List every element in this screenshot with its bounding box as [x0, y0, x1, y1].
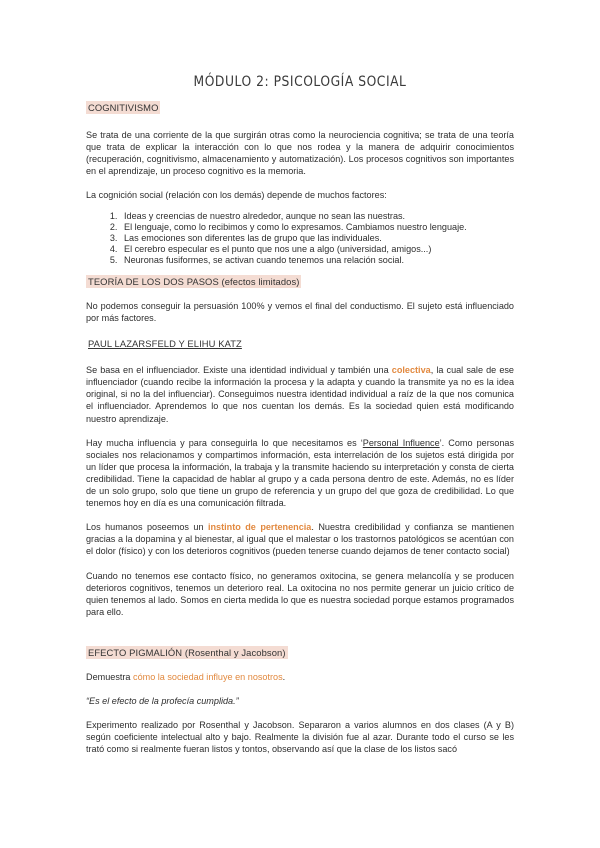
list-item: 5. Neuronas fusiformes, se activan cuando tenemos una relación social. [120, 255, 514, 266]
highlight-sociedad: cómo la sociedad influye en nosotros [133, 671, 283, 682]
section-heading-lazarsfeld-katz: PAUL LAZARSFELD Y ELIHU KATZ [88, 338, 242, 350]
text-run: Demuestra [86, 671, 134, 682]
text-run: ’. Como personas sociales nos relacionamos y compartimos información, esta interrelación de los sujetos está dirigida por un líder que procesa la información, la trabaja y la transmite haciendo su interpretación y consta de cierta credibilidad. Tiene la capacidad de hablar al grupo y a cada persona dentro de este. Además, no es líder de un solo grupo, solo que tiene un grupo de referencia y un grupo del que goza de credibilidad. Lo que tenemos hoy en día es una comunicación filtrada. [86, 437, 514, 509]
text-run: . Nuestra credibilidad y confianza se mantienen gracias a la dopamina y al bienestar, al igual que el malestar o los trastornos patológicos se acentúan con el dolor (físico) y con los deterioros cognitivos (pueden tenerse cuando dejamos de tener contacto social) [86, 522, 515, 557]
paragraph [86, 521, 514, 557]
document-body [86, 96, 514, 755]
list-item: 3. Las emociones son diferentes las de grupo que las individuales. [120, 233, 514, 244]
page-title: MÓDULO 2: PSICOLOGÍA SOCIAL [193, 74, 407, 90]
text-run: . [282, 671, 286, 682]
section-heading-pigmalion: EFECTO PIGMALIÓN (Rosenthal y Jacobson) [88, 646, 286, 658]
text-run: Se basa en el influenciador. Existe una identidad individual y también una [86, 365, 392, 376]
paragraph: Cuando no tenemos ese contacto físico, no generamos oxitocina, se genera melancolía y se producen deterioros cognitivos, tenemos un deterioro real. La oxitocina no nos permite generar un juicio crítico de quien tenemos al lado. Somos en cierta medida lo que es nuestra sociedad porque estamos programados para ello. [86, 570, 514, 617]
text-run: , la cual sale de ese influenciador (cuando recibe la información la procesa y la adapta y cuando la transmite ya no es la idea original, si no la del influenciar). Conseguimos nuestra identidad individual a raíz de la que nos comunica el influenciador. Aprendemos lo que nos cuentan los demás. Es la sociedad quien está modificando nuestro aprendizaje. [86, 365, 514, 424]
list-item: 2. El lenguaje, como lo recibimos y como lo expresamos. Cambiamos nuestro lenguaje. [120, 222, 514, 233]
factors-list [86, 211, 514, 266]
quote: “Es el efecto de la profecía cumplida.” [86, 695, 239, 706]
section-heading-teoria-dos-pasos: TEORÍA DE LOS DOS PASOS (efectos limitados) [88, 276, 300, 287]
list-item: 4. El cerebro especular es el punto que nos une a algo (universidad, amigos...) [120, 244, 514, 255]
text-run: Hay mucha influencia y para conseguirla lo que necesitamos es ‘ [86, 437, 363, 448]
highlight-colectiva: colectiva [391, 365, 431, 376]
text-run: Los humanos poseemos un [86, 522, 208, 533]
section-heading-cognitivismo: COGNITIVISMO [88, 102, 159, 113]
paragraph [86, 437, 514, 510]
paragraph: Se trata de una corriente de la que surgirán otras como la neurociencia cognitiva; se trata de una teoría que trata de explicar la interacción con lo que nos rodea y la manera de adquirir conocimientos (recuperación, cognitivismo, almacenamiento y automatización). Los procesos cognitivos son importantes en el aprendizaje, un proceso cognitivo es la memoria. [86, 130, 514, 177]
paragraph: Experimento realizado por Rosenthal y Jacobson. Separaron a varios alumnos en dos clases (A y B) según coeficiente intelectual alto y bajo. Realmente la división fue al azar. Durante todo el curso se les trató como si realmente fueran listos y tontos, observando así que la clase de los listos sacó [86, 720, 514, 755]
paragraph [86, 364, 514, 424]
paragraph: No podemos conseguir la persuasión 100% y vemos el final del conductismo. El sujeto está influenciado por más factores. [86, 301, 514, 324]
paragraph: La cognición social (relación con los demás) depende de muchos factores: [86, 190, 387, 201]
paragraph [86, 671, 514, 683]
term-personal-influence: Personal Influence [362, 437, 440, 448]
highlight-instinto: instinto de pertenencia [207, 522, 312, 533]
list-item: 1. Ideas y creencias de nuestro alrededor, aunque no sean las nuestras. [120, 211, 514, 222]
